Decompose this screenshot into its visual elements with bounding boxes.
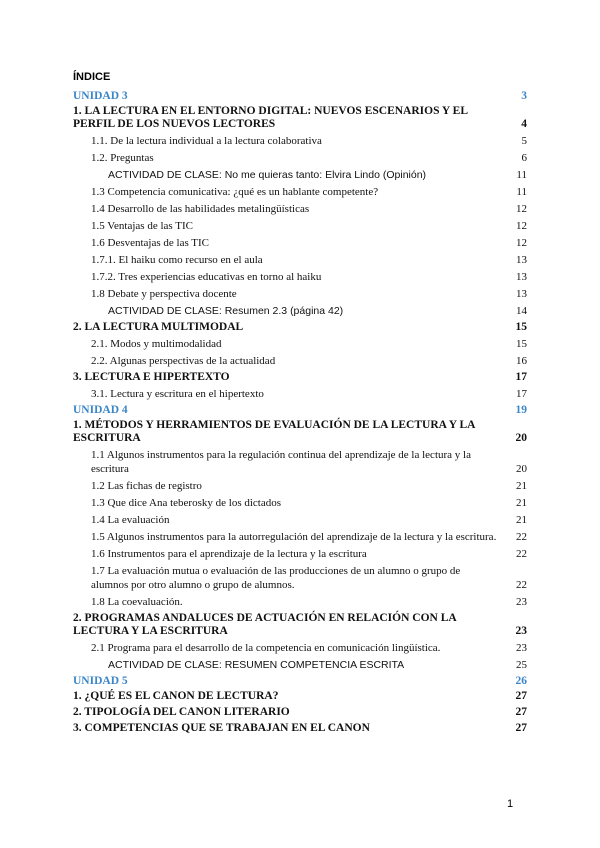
toc-entry-title: 1.5 Ventajas de las TIC bbox=[91, 220, 193, 232]
toc-entry-title: UNIDAD 4 bbox=[73, 404, 128, 416]
toc-entry-page: 3 bbox=[521, 90, 527, 102]
toc-entry-title: 1.2 Las fichas de registro bbox=[91, 480, 202, 492]
toc-entry-page: 22 bbox=[516, 548, 527, 560]
toc-entry-title: 2.1 Programa para el desarrollo de la competencia en comunicación lingüística. bbox=[91, 642, 441, 654]
toc-entry-sec[interactable] bbox=[73, 270, 527, 284]
toc-entry-title: ACTIVIDAD DE CLASE: Resumen 2.3 (página 42) bbox=[108, 305, 344, 317]
toc-entry-title: 3. COMPETENCIAS QUE SE TRABAJAN EN EL CANON bbox=[73, 722, 370, 734]
toc-entry-chap[interactable] bbox=[73, 690, 527, 703]
toc-entry-chap[interactable] bbox=[73, 722, 527, 735]
toc-entry-page: 11 bbox=[516, 169, 527, 181]
toc-entry-title: 1.8 La coevaluación. bbox=[91, 596, 183, 608]
toc-entry-sec[interactable] bbox=[73, 151, 527, 165]
toc-entry-chap[interactable] bbox=[73, 612, 527, 638]
toc-entry-title: 1.5 Algunos instrumentos para la autorregulación del aprendizaje de la lectura y la escritura. bbox=[91, 531, 497, 543]
toc-entry-sec[interactable] bbox=[73, 134, 527, 148]
toc-entry-chap[interactable] bbox=[73, 371, 527, 384]
toc-entry-title: 1.3 Que dice Ana teberosky de los dictados bbox=[91, 497, 282, 509]
toc-entry-sec[interactable] bbox=[73, 547, 527, 561]
toc-entry-sec[interactable] bbox=[73, 287, 527, 301]
toc-entry-title: 2.1. Modos y multimodalidad bbox=[91, 338, 222, 350]
toc-entry-sec[interactable] bbox=[73, 202, 527, 216]
toc-entry-title: 1.1 Algunos instrumentos para la regulación continua del aprendizaje de la lectura y la escritura bbox=[91, 449, 471, 475]
table-of-contents bbox=[73, 90, 527, 738]
toc-entry-sec[interactable] bbox=[73, 641, 527, 655]
toc-entry-title: 2.2. Algunas perspectivas de la actualidad bbox=[91, 355, 276, 367]
toc-entry-title: 1.2. Preguntas bbox=[91, 152, 154, 164]
toc-entry-page: 22 bbox=[516, 531, 527, 543]
toc-entry-sec[interactable] bbox=[73, 387, 527, 401]
toc-entry-title: 2. LA LECTURA MULTIMODAL bbox=[73, 321, 244, 333]
toc-entry-sec[interactable] bbox=[73, 354, 527, 368]
toc-entry-title: 3.1. Lectura y escritura en el hipertexto bbox=[91, 388, 264, 400]
toc-entry-page: 23 bbox=[516, 642, 527, 654]
toc-entry-page: 19 bbox=[515, 404, 527, 416]
toc-entry-page: 23 bbox=[515, 625, 527, 637]
toc-entry-title: 1.4 La evaluación bbox=[91, 514, 170, 526]
toc-entry-sec[interactable] bbox=[73, 185, 527, 199]
toc-entry-chap[interactable] bbox=[73, 105, 527, 131]
toc-entry-page: 21 bbox=[516, 480, 527, 492]
toc-entry-page: 13 bbox=[516, 288, 527, 300]
toc-entry-page: 16 bbox=[516, 355, 527, 367]
toc-entry-page: 22 bbox=[516, 579, 527, 591]
toc-entry-title: 2. TIPOLOGÍA DEL CANON LITERARIO bbox=[73, 706, 290, 718]
toc-entry-title: 1. LA LECTURA EN EL ENTORNO DIGITAL: NUEVOS ESCENARIOS Y EL PERFIL DE LOS NUEVOS LECTORES bbox=[73, 105, 468, 130]
toc-entry-title: ACTIVIDAD DE CLASE: RESUMEN COMPETENCIA ESCRITA bbox=[108, 659, 405, 671]
toc-entry-title: ACTIVIDAD DE CLASE: No me quieras tanto: Elvira Lindo (Opinión) bbox=[108, 169, 427, 181]
toc-entry-page: 12 bbox=[516, 220, 527, 232]
toc-entry-sec[interactable] bbox=[73, 337, 527, 351]
toc-entry-page: 4 bbox=[521, 118, 527, 130]
toc-entry-chap[interactable] bbox=[73, 419, 527, 445]
toc-entry-act[interactable] bbox=[73, 304, 527, 318]
toc-entry-title: 1.6 Instrumentos para el aprendizaje de la lectura y la escritura bbox=[91, 548, 367, 560]
toc-entry-page: 6 bbox=[521, 152, 527, 164]
toc-entry-wrap[interactable] bbox=[73, 448, 527, 476]
toc-entry-sec[interactable] bbox=[73, 479, 527, 493]
toc-entry-page: 13 bbox=[516, 254, 527, 266]
toc-entry-chap[interactable] bbox=[73, 706, 527, 719]
toc-entry-title: 2. PROGRAMAS ANDALUCES DE ACTUACIÓN EN RELACIÓN CON LA LECTURA Y LA ESCRITURA bbox=[73, 612, 457, 637]
toc-entry-page: 17 bbox=[516, 388, 527, 400]
toc-entry-page: 14 bbox=[516, 305, 527, 317]
toc-entry-wrap[interactable] bbox=[73, 564, 527, 592]
toc-entry-page: 15 bbox=[515, 321, 527, 333]
toc-entry-title: 1.6 Desventajas de las TIC bbox=[91, 237, 210, 249]
toc-entry-sec[interactable] bbox=[73, 236, 527, 250]
toc-entry-sec[interactable] bbox=[73, 513, 527, 527]
toc-entry-page: 17 bbox=[515, 371, 527, 383]
toc-entry-page: 20 bbox=[516, 463, 527, 475]
toc-entry-unit[interactable] bbox=[73, 90, 527, 102]
toc-entry-title: 1. MÉTODOS Y HERRAMIENTOS DE EVALUACIÓN DE LA LECTURA Y LA ESCRITURA bbox=[73, 419, 475, 444]
toc-entry-page: 25 bbox=[516, 659, 527, 671]
page-number: 1 bbox=[507, 798, 514, 810]
toc-entry-page: 26 bbox=[515, 675, 527, 687]
toc-entry-unit[interactable] bbox=[73, 404, 527, 416]
toc-entry-title: UNIDAD 5 bbox=[73, 675, 128, 687]
toc-entry-page: 27 bbox=[515, 722, 527, 734]
toc-entry-title: 3. LECTURA E HIPERTEXTO bbox=[73, 371, 230, 383]
toc-entry-page: 21 bbox=[516, 514, 527, 526]
toc-entry-unit[interactable] bbox=[73, 675, 527, 687]
toc-entry-title: 1.8 Debate y perspectiva docente bbox=[91, 288, 237, 300]
toc-entry-act[interactable] bbox=[73, 658, 527, 672]
toc-entry-title: 1.4 Desarrollo de las habilidades metalingüísticas bbox=[91, 203, 310, 215]
index-heading: ÍNDICE bbox=[73, 71, 111, 83]
toc-entry-page: 20 bbox=[515, 432, 527, 444]
toc-entry-page: 12 bbox=[516, 203, 527, 215]
toc-entry-wrap[interactable] bbox=[73, 530, 527, 544]
toc-entry-page: 15 bbox=[516, 338, 527, 350]
toc-entry-page: 27 bbox=[515, 706, 527, 718]
toc-entry-page: 21 bbox=[516, 497, 527, 509]
toc-entry-title: 1.7.1. El haiku como recurso en el aula bbox=[91, 254, 263, 266]
toc-entry-sec[interactable] bbox=[73, 253, 527, 267]
toc-entry-title: 1.7 La evaluación mutua o evaluación de las producciones de un alumno o grupo de alumnos por otro alumno o grupo de alumnos. bbox=[91, 565, 461, 591]
toc-entry-page: 23 bbox=[516, 596, 527, 608]
toc-entry-page: 11 bbox=[516, 186, 527, 198]
toc-entry-page: 12 bbox=[516, 237, 527, 249]
toc-entry-title: 1.1. De la lectura individual a la lectura colaborativa bbox=[91, 135, 322, 147]
toc-entry-sec[interactable] bbox=[73, 219, 527, 233]
toc-entry-title: UNIDAD 3 bbox=[73, 90, 128, 102]
toc-entry-title: 1. ¿QUÉ ES EL CANON DE LECTURA? bbox=[73, 690, 279, 702]
toc-entry-sec[interactable] bbox=[73, 595, 527, 609]
toc-entry-sec[interactable] bbox=[73, 496, 527, 510]
toc-entry-chap[interactable] bbox=[73, 321, 527, 334]
toc-entry-page: 27 bbox=[515, 690, 527, 702]
toc-entry-act[interactable] bbox=[73, 168, 527, 182]
toc-entry-page: 5 bbox=[521, 135, 527, 147]
toc-entry-page: 13 bbox=[516, 271, 527, 283]
toc-entry-title: 1.7.2. Tres experiencias educativas en torno al haiku bbox=[91, 271, 322, 283]
toc-entry-title: 1.3 Competencia comunicativa: ¿qué es un hablante competente? bbox=[91, 186, 379, 198]
